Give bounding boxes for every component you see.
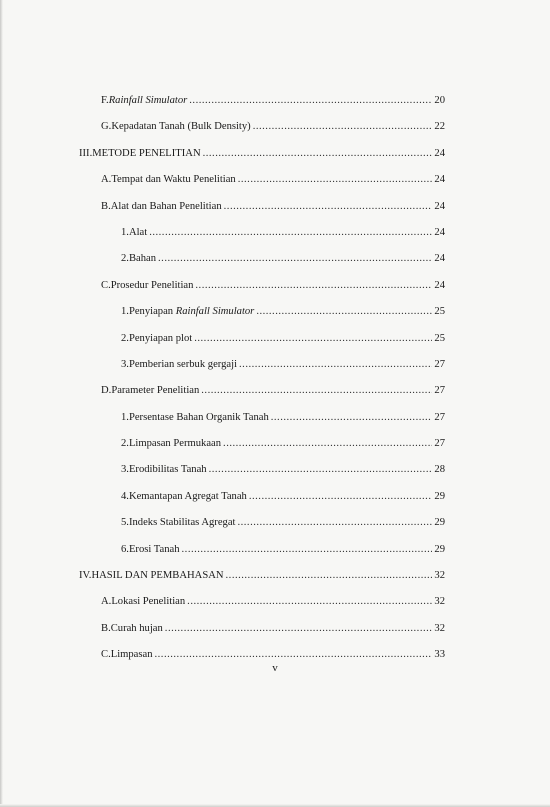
- toc-entry: [0, 173, 550, 199]
- toc-entry-label: Parameter Penelitian: [111, 385, 200, 397]
- toc-entry-page: 24: [434, 226, 445, 238]
- toc-entry: [0, 516, 550, 542]
- toc-entry-number: 2.: [121, 332, 129, 344]
- table-of-contents: [0, 94, 550, 675]
- toc-entry-label: Kemantapan Agregat Tanah: [128, 490, 247, 502]
- toc-entry-page: 29: [434, 543, 445, 555]
- dot-leader: [203, 147, 433, 161]
- toc-entry-number: A.: [101, 596, 112, 608]
- toc-entry-number: F.: [101, 95, 109, 106]
- toc-entry-number: 3.: [121, 358, 129, 370]
- toc-entry-title: [111, 200, 222, 214]
- dot-leader: [209, 463, 433, 477]
- toc-row: [79, 147, 445, 161]
- dot-leader: [238, 173, 433, 187]
- toc-entry-title: [129, 516, 236, 530]
- toc-entry-label: Alat dan Bahan Penelitian: [110, 200, 222, 212]
- toc-entry-page: 24: [434, 200, 445, 212]
- toc-entry-label: Tempat dan Waktu Penelitian: [111, 174, 236, 186]
- toc-entry-number: 3.: [121, 464, 129, 476]
- toc-row: [121, 437, 445, 451]
- toc-row: [101, 595, 445, 609]
- toc-row: [121, 332, 445, 346]
- toc-entry: [0, 332, 550, 358]
- toc-row: [101, 173, 445, 187]
- toc-entry: [0, 543, 550, 569]
- toc-entry-page: 24: [434, 174, 445, 186]
- toc-entry: [0, 463, 550, 489]
- toc-entry-title: [109, 94, 188, 108]
- dot-leader: [194, 332, 432, 346]
- dot-leader: [165, 622, 433, 636]
- toc-entry: [0, 226, 550, 252]
- toc-entry-number: III.: [79, 147, 93, 159]
- page-number: v: [272, 662, 278, 674]
- toc-entry: [0, 358, 550, 384]
- toc-entry-title: [129, 463, 207, 477]
- toc-entry-title: [111, 595, 185, 609]
- toc-entry-page: 24: [434, 253, 445, 265]
- toc-row: [121, 516, 445, 530]
- dot-leader: [182, 543, 433, 557]
- toc-entry-page: 32: [434, 622, 445, 634]
- toc-entry-page: 27: [434, 411, 445, 423]
- dot-leader: [187, 595, 432, 609]
- toc-entry-number: C.: [101, 279, 111, 291]
- toc-row: [121, 411, 445, 425]
- toc-entry-label: Prosedur Penelitian: [110, 279, 194, 291]
- toc-entry-title: [129, 437, 221, 451]
- toc-entry-title: [129, 411, 269, 425]
- dot-leader: [155, 648, 433, 662]
- dot-leader: [239, 358, 432, 372]
- toc-row: [101, 94, 445, 108]
- toc-entry-number: 1.: [121, 411, 129, 423]
- toc-entry: [0, 622, 550, 648]
- dot-leader: [226, 569, 433, 583]
- toc-entry-page: 25: [434, 306, 445, 318]
- toc-entry-number: 5.: [121, 517, 129, 529]
- toc-entry-title-prefix: Penyiapan: [128, 306, 176, 318]
- toc-entry: [0, 147, 550, 173]
- toc-entry-page: 29: [434, 517, 445, 529]
- toc-entry-number: C.: [101, 649, 111, 661]
- dot-leader: [224, 200, 433, 214]
- toc-entry-page: 33: [434, 649, 445, 661]
- toc-entry: [0, 437, 550, 463]
- toc-row: [101, 120, 445, 134]
- toc-entry-title: [129, 332, 192, 346]
- toc-entry-label: Curah hujan: [110, 622, 163, 634]
- toc-entry: [0, 384, 550, 410]
- toc-entry-number: A.: [101, 174, 112, 186]
- dot-leader: [271, 411, 433, 425]
- toc-entry-label: Penyiapan plot: [128, 332, 193, 344]
- toc-entry-title: [111, 384, 199, 398]
- toc-entry-label: Alat: [128, 226, 148, 238]
- toc-entry-label: Pemberian serbuk gergaji: [128, 358, 238, 370]
- toc-entry-title: [129, 543, 180, 557]
- toc-row: [121, 463, 445, 477]
- toc-row: [121, 358, 445, 372]
- toc-entry-number: B.: [101, 622, 111, 634]
- toc-entry-page: 22: [434, 121, 445, 133]
- toc-entry: [0, 120, 550, 146]
- toc-entry-page: 24: [434, 147, 445, 159]
- dot-leader: [189, 94, 432, 108]
- toc-row: [101, 648, 445, 662]
- toc-entry: [0, 305, 550, 331]
- toc-entry-title: [111, 173, 235, 187]
- toc-entry-number: IV.: [79, 570, 92, 582]
- toc-entry: [0, 279, 550, 305]
- toc-entry: [0, 200, 550, 226]
- toc-entry-number: 1.: [121, 306, 129, 318]
- dot-leader: [223, 437, 432, 451]
- toc-entry-page: 20: [434, 95, 445, 106]
- toc-entry-number: G.: [101, 121, 112, 133]
- toc-entry-page: 25: [434, 332, 445, 344]
- toc-entry-title: [111, 622, 163, 636]
- toc-entry-number: 6.: [121, 543, 129, 555]
- dot-leader: [253, 120, 433, 134]
- toc-entry-page: 28: [434, 464, 445, 476]
- toc-entry-number: D.: [101, 385, 112, 397]
- toc-entry-number: 4.: [121, 490, 129, 502]
- toc-entry-page: 24: [434, 279, 445, 291]
- toc-entry-title: [129, 358, 237, 372]
- dot-leader: [158, 252, 432, 266]
- toc-entry-label: Erodibilitas Tanah: [128, 464, 207, 476]
- toc-row: [121, 305, 445, 319]
- toc-row: [79, 569, 445, 583]
- dot-leader: [249, 490, 433, 504]
- toc-row: [101, 622, 445, 636]
- dot-leader: [237, 516, 432, 530]
- dot-leader: [201, 384, 432, 398]
- toc-entry-title: [129, 305, 254, 319]
- toc-entry-title: [129, 252, 156, 266]
- toc-entry-label: Kepadatan Tanah (Bulk Density): [111, 121, 251, 133]
- toc-entry-label: Bahan: [128, 253, 157, 265]
- toc-entry: [0, 595, 550, 621]
- toc-row: [121, 226, 445, 240]
- toc-entry-page: 32: [434, 570, 445, 582]
- toc-entry-label: Limpasan Permukaan: [128, 438, 222, 450]
- toc-row: [101, 279, 445, 293]
- toc-entry: [0, 252, 550, 278]
- toc-row: [121, 543, 445, 557]
- toc-row: [121, 490, 445, 504]
- toc-entry-label: Limpasan: [110, 649, 153, 661]
- dot-leader: [195, 279, 432, 293]
- toc-entry-label: Rainfall Simulator: [108, 95, 188, 106]
- toc-entry-title: [111, 279, 194, 293]
- toc-entry-label: HASIL DAN PEMBAHASAN: [91, 570, 224, 582]
- toc-entry-label: Indeks Stabilitas Agregat: [128, 517, 236, 529]
- toc-entry-label: Persentase Bahan Organik Tanah: [128, 411, 269, 423]
- toc-entry: [0, 569, 550, 595]
- toc-entry-page: 27: [434, 358, 445, 370]
- toc-entry-page: 27: [434, 385, 445, 397]
- toc-entry-page: 27: [434, 438, 445, 450]
- toc-entry-number: 1.: [121, 226, 129, 238]
- toc-row: [101, 200, 445, 214]
- toc-entry: [0, 411, 550, 437]
- toc-row: [121, 252, 445, 266]
- toc-entry-number: 2.: [121, 438, 129, 450]
- toc-entry-title: [129, 226, 147, 240]
- toc-entry-number: B.: [101, 200, 111, 212]
- toc-entry-label: Lokasi Penelitian: [111, 596, 186, 608]
- toc-entry-title: [111, 648, 153, 662]
- toc-entry-title: [92, 147, 200, 161]
- dot-leader: [149, 226, 432, 240]
- toc-entry-label: METODE PENELITIAN: [92, 147, 201, 159]
- toc-entry-page: 29: [434, 490, 445, 502]
- toc-entry-title: [111, 120, 250, 134]
- toc-entry: [0, 490, 550, 516]
- toc-entry-title: [91, 569, 223, 583]
- toc-entry-page: 32: [434, 596, 445, 608]
- dot-leader: [256, 305, 432, 319]
- toc-entry-number: 2.: [121, 253, 129, 265]
- toc-entry-title: [129, 490, 247, 504]
- toc-entry-label: Rainfall Simulator: [175, 306, 255, 318]
- toc-entry-label: Erosi Tanah: [128, 543, 180, 555]
- toc-row: [101, 384, 445, 398]
- toc-entry: [0, 94, 550, 120]
